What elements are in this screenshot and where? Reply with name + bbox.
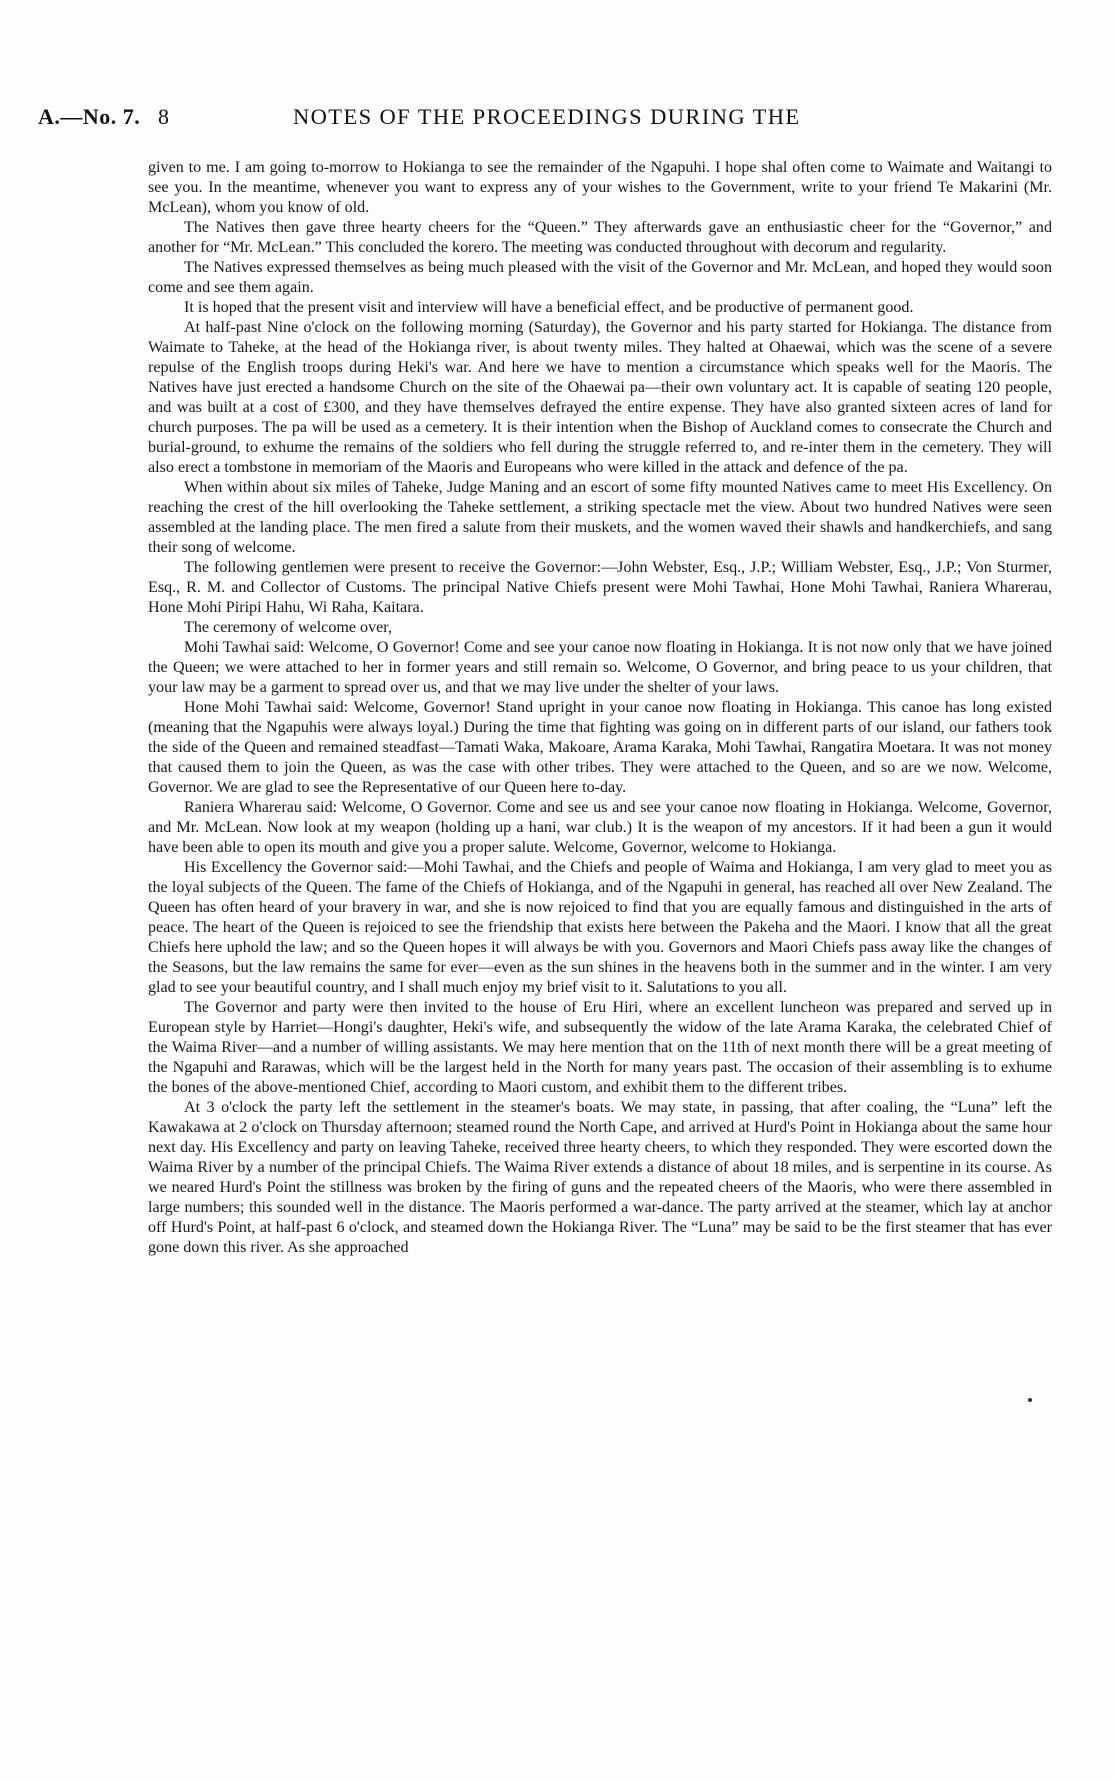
running-title: NOTES OF THE PROCEEDINGS DURING THE — [293, 104, 801, 129]
paragraph: Mohi Tawhai said: Welcome, O Governor! Come and see your canoe now floating in Hokianga. It is not now only that we have joined the Queen; we were attached to her in former years and still remain so. Welcome, O Governor, and bring peace to us your children, that your law may be a garment to spread over us, and that we may live under the shelter of your laws. — [148, 639, 1052, 696]
paragraph: It is hoped that the present visit and interview will have a beneficial effect, and be productive of permanent good. — [184, 299, 914, 316]
paragraph: The following gentlemen were present to receive the Governor:—John Webster, Esq., J.P.; William Webster, Esq., J.P.; Von Sturmer, Esq., R. M. and Collector of Customs. The principal Native Chiefs present were Mohi Tawhai, Hone Mohi Tawhai, Raniera Wharerau, Hone Mohi Piripi Hahu, Wi Raha, Kaitara. — [148, 559, 1052, 616]
paragraph: At 3 o'clock the party left the settlement in the steamer's boats. We may state, in passing, that after coaling, the “Luna” left the Kawakawa at 2 o'clock on Thursday afternoon; steamed round the North Cape, and arrived at Hurd's Point in Hokianga about the same hour next day. His Excellency and party on leaving Taheke, received three hearty cheers, to which they responded. They were escorted down the Waima River by a number of the principal Chiefs. The Waima River extends a distance of about 18 miles, and is serpentine in its course. As we neared Hurd's Point the stillness was broken by the firing of guns and the repeated cheers of the Maoris, who were there assembled in large numbers; this sounded well in the distance. The Maoris performed a war-dance. The party arrived at the steamer, which lay at anchor off Hurd's Point, at half-past 6 o'clock, and steamed down the Hokianga River. The “Luna” may be said to be the first steamer that has ever gone down this river. As she approached — [148, 1099, 1052, 1256]
body-text — [148, 158, 1052, 1258]
page-number: 8 — [158, 104, 169, 129]
paragraph: The Governor and party were then invited to the house of Eru Hiri, where an excellent luncheon was prepared and served up in European style by Harriet—Hongi's daughter, Heki's wife, and subsequently the widow of the late Arama Karaka, the celebrated Chief of the Waima River—and a number of willing assistants. We may here mention that on the 11th of next month there will be a great meeting of the Ngapuhi and Rarawas, which will be the largest held in the North for many years past. The occasion of their assembling is to exhume the bones of the above-mentioned Chief, according to Maori custom, and exhibit them to the different tribes. — [148, 999, 1052, 1096]
series-reference: A.—No. 7. — [38, 104, 141, 129]
paragraph: His Excellency the Governor said:—Mohi Tawhai, and the Chiefs and people of Waima and Hokianga, I am very glad to meet you as the loyal subjects of the Queen. The fame of the Chiefs of Hokianga, and of the Ngapuhi in general, has reached all over New Zealand. The Queen has often heard of your bravery in war, and she is now rejoiced to find that you are equally famous and distinguished in the arts of peace. The heart of the Queen is rejoiced to see the friendship that exists here between the Pakeha and the Maori. I know that all the great Chiefs here uphold the law; and so the Queen hopes it will always be with you. Governors and Maori Chiefs pass away like the changes of the Seasons, but the law remains the same for ever—even as the sun shines in the heavens both in the summer and in the winter. I am very glad to see your beautiful country, and I shall much enjoy my brief visit to it. Salutations to you all. — [148, 859, 1052, 996]
paragraph: The ceremony of welcome over, — [184, 619, 393, 636]
paragraph: The Natives expressed themselves as being much pleased with the visit of the Governor and Mr. McLean, and hoped they would soon come and see them again. — [148, 259, 1052, 296]
margin-mark — [1028, 1398, 1032, 1402]
paragraph: The Natives then gave three hearty cheers for the “Queen.” They afterwards gave an enthusiastic cheer for the “Governor,” and another for “Mr. McLean.” This concluded the korero. The meeting was conducted throughout with decorum and regularity. — [148, 219, 1052, 256]
paragraph: Hone Mohi Tawhai said: Welcome, Governor! Stand upright in your canoe now floating in Hokianga. This canoe has long existed (meaning that the Ngapuhis were always loyal.) During the time that fighting was going on in different parts of our island, our fathers took the side of the Queen and remained steadfast—Tamati Waka, Makoare, Arama Karaka, Mohi Tawhai, Rangatira Moetara. It was not money that caused them to join the Queen, as was the case with other tribes. They were attached to the Queen, and so are we now. Welcome, Governor. We are glad to see the Representative of our Queen here to-day. — [148, 699, 1052, 796]
paragraph: At half-past Nine o'clock on the following morning (Saturday), the Governor and his party started for Hokianga. The distance from Waimate to Taheke, at the head of the Hokianga river, is about twenty miles. They halted at Ohaewai, which was the scene of a severe repulse of the English troops during Heki's war. And here we have to mention a circumstance which speaks well for the Maoris. The Natives have just erected a handsome Church on the site of the Ohaewai pa—their own voluntary act. It is capable of seating 120 people, and was built at a cost of £300, and they have themselves defrayed the entire expense. They have also granted sixteen acres of land for church purposes. The pa will be used as a cemetery. It is their intention when the Bishop of Auckland comes to consecrate the Church and burial-ground, to exhume the remains of the soldiers who fell during the struggle referred to, and re-inter them in the cemetery. They will also erect a tombstone in memoriam of the Maoris and Europeans who were killed in the attack and defence of the pa. — [148, 319, 1052, 476]
running-header — [38, 102, 1078, 136]
paragraph: When within about six miles of Taheke, Judge Maning and an escort of some fifty mounted Natives came to meet His Excellency. On reaching the crest of the hill overlooking the Taheke settlement, a striking spectacle met the view. About two hundred Natives were seen assembled at the landing place. The men fired a salute from their muskets, and the women waved their shawls and handkerchiefs, and sang their song of welcome. — [148, 479, 1052, 556]
paragraph: given to me. I am going to-morrow to Hokianga to see the remainder of the Ngapuhi. I hope shal often come to Waimate and Waitangi to see you. In the meantime, whenever you want to express any of your wishes to the Government, write to your friend Te Makarini (Mr. McLean), whom you know of old. — [148, 159, 1052, 216]
paragraph: Raniera Wharerau said: Welcome, O Governor. Come and see us and see your canoe now floating in Hokianga. Welcome, Governor, and Mr. McLean. Now look at my weapon (holding up a hani, war club.) It is the weapon of my ancestors. If it had been a gun it would have been able to open its mouth and give you a proper salute. Welcome, Governor, welcome to Hokianga. — [148, 799, 1052, 856]
